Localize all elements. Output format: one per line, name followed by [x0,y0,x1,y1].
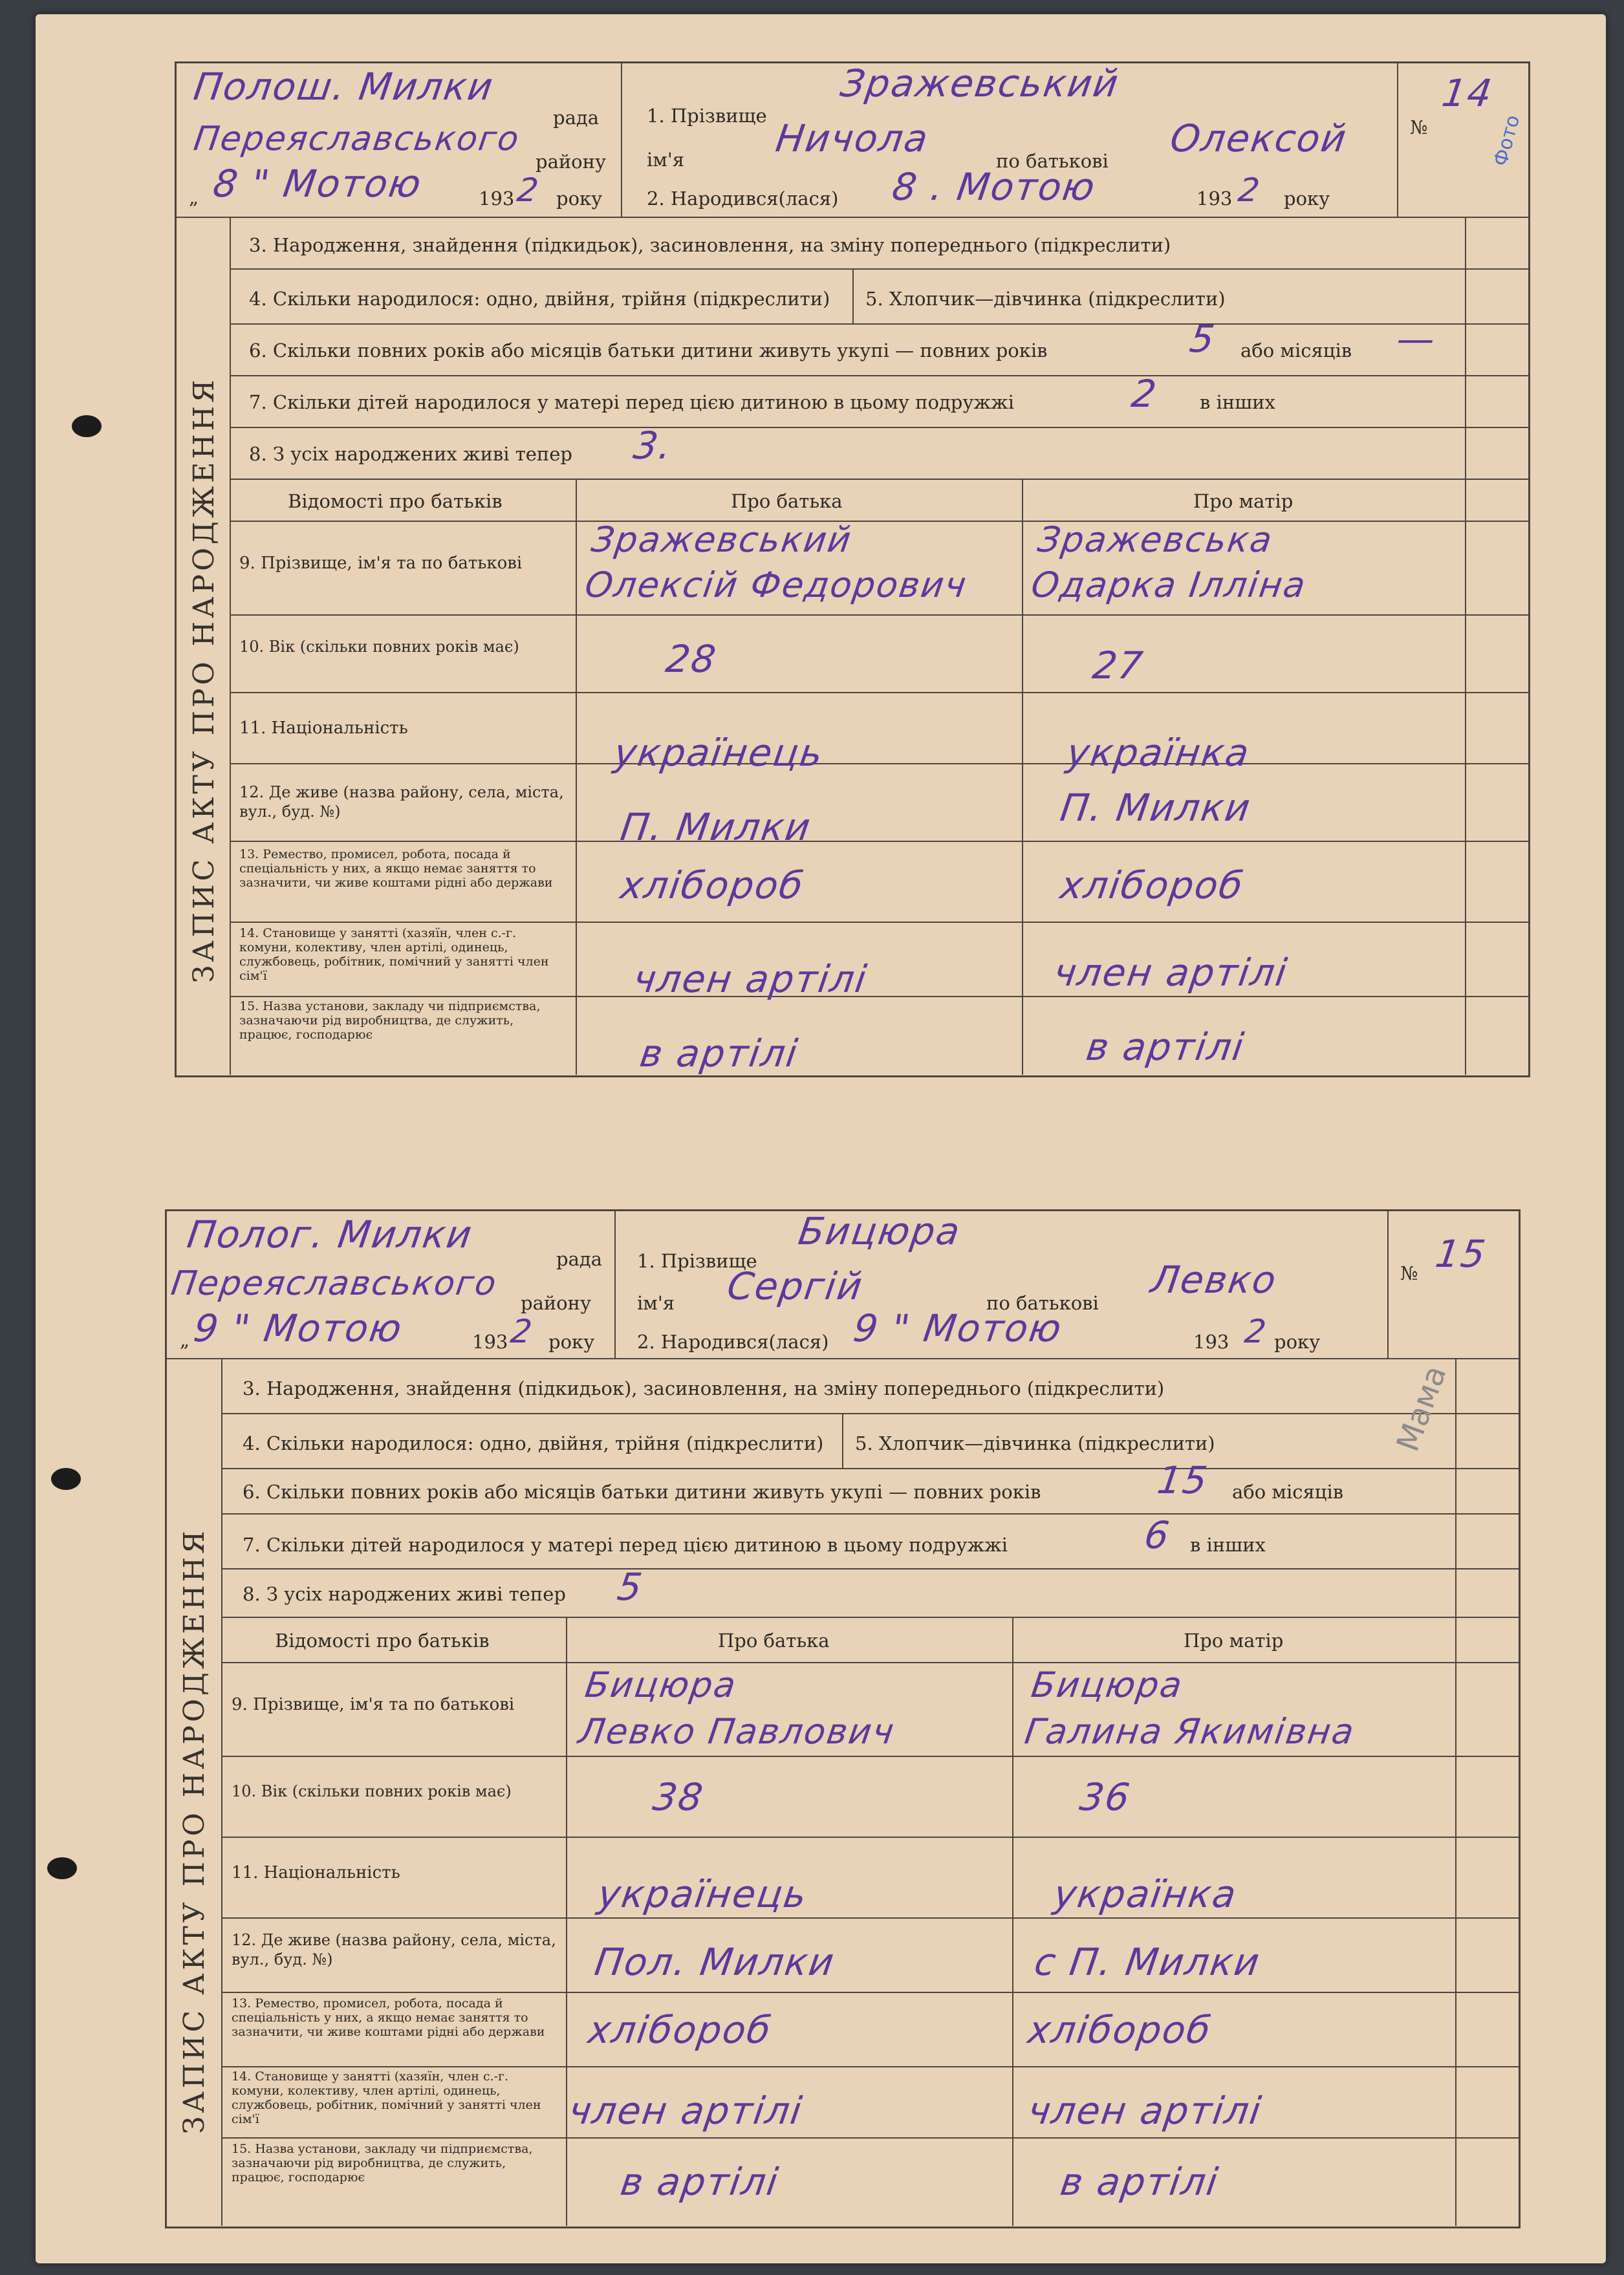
date-handwritten: 9 " Мотою [191,1306,406,1350]
row8-label: 8. З усіх народжених живі тепер [243,1583,566,1605]
row8-handwritten: 5 [614,1565,646,1609]
mother-status-handwritten: член артілі [1051,951,1291,995]
mother-occupation-handwritten: хлібороб [1057,863,1247,907]
mother-nationality-handwritten: українка [1051,1872,1240,1916]
father-workplace-handwritten: в артілі [618,2160,782,2204]
parent-row-label: 11. Національність [239,718,408,738]
mother-nationality-handwritten: українка [1064,731,1253,775]
rada-label: рада [553,107,599,129]
father-nationality-handwritten: українець [595,1872,810,1916]
mother-name-handwritten: Зражевська Одарка Ілліна [1028,519,1310,605]
father-residence-handwritten: П. Милки [618,805,814,849]
punch-hole [47,1857,77,1879]
rayon-handwritten: Переяславського [168,1264,500,1303]
parent-row-label: 10. Вік (скільки повних років має) [232,1782,512,1800]
parent-row-label: 9. Прізвище, ім'я та по батькові [239,554,523,573]
surname-label: 1. Прізвище [637,1250,757,1272]
parents-header-label: Відомості про батьків [275,1630,490,1652]
rada-label: рада [556,1248,602,1270]
father-name-handwritten: Бицюра Левко Павлович [576,1665,898,1752]
mother-status-handwritten: член артілі [1025,2089,1265,2133]
father-name-handwritten: Зражевський Олексій Федорович [582,519,970,605]
side-title: ЗАПИС АКТУ ПРО НАРОДЖЕННЯ [188,376,221,983]
year-prefix: 193 [472,1331,508,1353]
mother-occupation-handwritten: хлібороб [1025,2008,1215,2052]
surname-handwritten: Зражевський [838,61,1122,105]
number-label: № [1410,116,1428,138]
row4-label: 4. Скільки народилося: одно, двійня, трійня (підкреслити) [243,1432,824,1454]
born-year-prefix: 193 [1196,188,1233,210]
parent-row-label: 14. Становище у занятті (хазяїн, член с.-г. комуни, колективу, член артілі, одинець, службовець, робітник, помічний у занятті член сім'ї [232,2069,541,2126]
surname-handwritten: Бицюра [796,1209,964,1253]
parent-row-label: 15. Назва установи, закладу чи підприємства, зазначаючи рід виробництва, де служить, працює, господарює [232,2142,533,2184]
row7-handwritten: 2 [1129,372,1160,416]
year-label: року [548,1331,595,1353]
row7-handwritten: 6 [1142,1513,1173,1557]
parent-row-label: 12. Де живе (назва району, села, міста, вул., буд. №) [232,1931,556,1968]
mother-column-label: Про матір [1184,1630,1284,1652]
mother-name-handwritten: Бицюра Галина Якимівна [1022,1665,1358,1752]
patronymic-label: по батькові [986,1292,1099,1314]
parent-row-label: 10. Вік (скільки повних років має) [239,638,519,656]
parent-row-label: 14. Становище у занятті (хазяїн, член с.-г. комуни, колективу, член артілі, одинець, службовець, робітник, помічний у занятті член сім'ї [239,926,549,983]
mother-column-label: Про матір [1193,490,1294,512]
rayon-handwritten: Переяславського [191,120,523,158]
name-label: ім'я [637,1292,675,1314]
mother-residence-handwritten: с П. Милки [1032,1940,1264,1984]
born-handwritten: 9 " Мотою [850,1306,1065,1350]
row3-label: 3. Народження, знайдення (підкидьок), засиновлення, на зміну попереднього (підкреслити) [249,234,1171,256]
row5-label: 5. Хлопчик—дівчинка (підкреслити) [865,288,1226,310]
record-number-handwritten: 14 [1439,71,1496,115]
year-label: року [556,188,603,210]
year-digit-handwritten: 2 [508,1313,536,1350]
row4-label: 4. Скільки народилося: одно, двійня, трійня (підкреслити) [249,288,830,310]
row6-years-handwritten: 5 [1187,317,1218,361]
father-column-label: Про батька [731,490,843,512]
parent-row-label: 13. Ремество, промисел, робота, посада й спеціальність у них, а якщо немає заняття то зазначити, чи живе коштами рідні або держави [232,1996,545,2039]
born-label: 2. Народився(лася) [637,1331,829,1353]
name-handwritten: Сергій [724,1264,867,1308]
punch-hole [72,415,102,437]
born-year-digit-handwritten: 2 [1242,1313,1270,1350]
mother-workplace-handwritten: в артілі [1057,2160,1222,2204]
born-handwritten: 8 . Мотою [889,165,1099,209]
father-residence-handwritten: Пол. Милки [592,1940,838,1984]
number-label: № [1400,1262,1418,1284]
father-workplace-handwritten: в артілі [637,1031,801,1075]
row6-or-label: або місяців [1232,1481,1344,1503]
born-label: 2. Народився(лася) [647,188,839,210]
born-year-prefix: 193 [1193,1331,1229,1353]
row8-label: 8. З усіх народжених живі тепер [249,443,572,465]
father-column-label: Про батька [718,1630,830,1652]
born-year-digit-handwritten: 2 [1235,171,1263,209]
father-age-handwritten: 28 [663,637,720,681]
father-nationality-handwritten: українець [611,731,827,775]
parent-row-label: 12. Де живе (назва району, села, міста, вул., буд. №) [239,783,564,821]
year-digit-handwritten: 2 [514,171,542,209]
father-occupation-handwritten: хлібороб [585,2008,775,2052]
patronymic-label: по батькові [996,150,1109,172]
date-handwritten: 8 " Мотою [210,162,425,206]
parents-header-label: Відомості про батьків [288,490,503,512]
date-quote: „ [180,1329,190,1351]
year-prefix: 193 [479,188,515,210]
record-number-handwritten: 15 [1433,1232,1489,1276]
row6-label: 6. Скільки повних років або місяців батьки дитини живуть укупі — повних років [249,340,1048,361]
mother-age-handwritten: 36 [1077,1775,1134,1819]
parent-row-label: 9. Прізвище, ім'я та по батькові [232,1695,515,1714]
row7-label: 7. Скільки дітей народилося у матері перед цією дитиною в цьому подружжі [249,391,1015,413]
surname-label: 1. Прізвище [647,105,767,127]
row7-other-label: в інших [1190,1534,1266,1556]
row5-label: 5. Хлопчик—дівчинка (підкреслити) [855,1432,1215,1454]
row6-months-handwritten: — [1394,317,1439,361]
council-handwritten: Полош. Милки [191,65,497,109]
patronymic-handwritten: Олексой [1167,116,1350,160]
rayon-label: району [521,1292,592,1314]
name-label: ім'я [647,149,685,171]
row3-label: 3. Народження, знайдення (підкидьок), засиновлення, на зміну попереднього (підкреслити) [243,1377,1165,1399]
side-title: ЗАПИС АКТУ ПРО НАРОДЖЕННЯ [178,1527,211,2134]
row6-or-label: або місяців [1240,340,1352,361]
father-occupation-handwritten: хлібороб [618,863,807,907]
date-quote: „ [189,186,199,208]
father-age-handwritten: 38 [650,1775,707,1819]
pencil-note: Мама [1389,1361,1454,1456]
row6-years-handwritten: 15 [1154,1458,1211,1502]
patronymic-handwritten: Левко [1148,1258,1280,1302]
row7-other-label: в інших [1200,391,1275,413]
father-status-handwritten: член артілі [566,2089,806,2133]
row8-handwritten: 3. [631,424,676,468]
father-status-handwritten: член артілі [631,957,871,1001]
rayon-label: району [536,151,607,173]
punch-hole [51,1468,81,1490]
mother-age-handwritten: 27 [1090,643,1147,687]
mother-residence-handwritten: П. Милки [1057,786,1254,830]
mother-workplace-handwritten: в артілі [1083,1025,1248,1069]
blue-stamp: Фото [1489,113,1525,169]
council-handwritten: Полог. Милки [184,1213,476,1256]
row6-label: 6. Скільки повних років або місяців батьки дитини живуть укупі — повних років [243,1481,1041,1503]
name-handwritten: Ничола [773,116,932,160]
parent-row-label: 11. Національність [232,1863,400,1882]
born-year-label: року [1274,1331,1321,1353]
born-year-label: року [1284,188,1330,210]
parent-row-label: 13. Ремество, промисел, робота, посада й спеціальність у них, а якщо немає заняття то зазначити, чи живе коштами рідні або держави [239,847,553,890]
parent-row-label: 15. Назва установи, закладу чи підприємства, зазначаючи рід виробництва, де служить, працює, господарює [239,999,541,1042]
row7-label: 7. Скільки дітей народилося у матері перед цією дитиною в цьому подружжі [243,1534,1008,1556]
